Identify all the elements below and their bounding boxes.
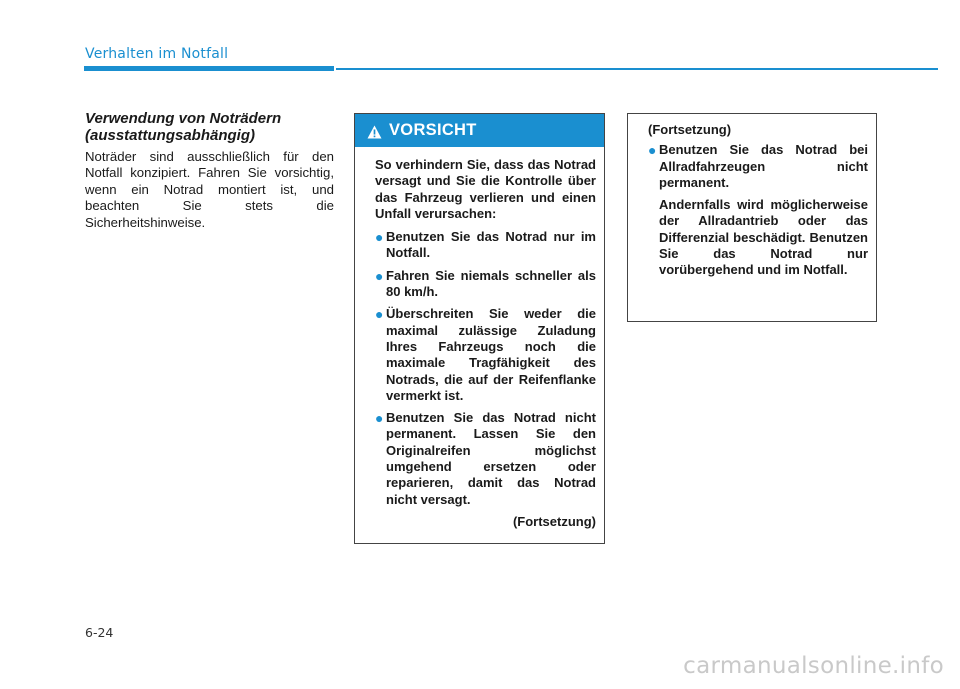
list-item: ● Benutzen Sie das Notrad bei Allradfahrzeugen nicht permanent. Andernfalls wird möglicherweise der Allradantrieb oder das Differenzial beschädigt. Benutzen Sie das Notrad nur vorübergehend und im Notfall. [648, 142, 868, 278]
caution-content [355, 147, 604, 530]
caution-box [354, 113, 605, 544]
continuation-label: (Fortsetzung) [648, 122, 732, 137]
continued-note: (Fortsetzung) [512, 513, 596, 529]
continuation-subparagraph: Andernfalls wird möglicherweise der Allradantrieb oder das Differenzial beschädigt. Benutzen Sie das Notrad nur vorübergehend und im Notfall. [659, 197, 868, 278]
warning-triangle-icon [367, 125, 382, 139]
watermark: carmanualsonline.info [683, 653, 944, 679]
list-item: ● Benutzen Sie das Notrad nur im Notfall. [375, 229, 596, 261]
caution-bullet-list [375, 229, 596, 508]
continuation-box [627, 113, 877, 322]
list-item: ● Überschreiten Sie weder die maximal zulässige Zuladung Ihres Fahrzeugs noch die maximale Tragfähigkeit des Notrads, die auf der Reifenflanke vermerkt ist. [375, 306, 596, 403]
section-heading [85, 110, 335, 144]
continuation-bullet-list [648, 142, 868, 278]
bullet-icon: ● [648, 142, 657, 159]
bullet-icon: ● [375, 410, 384, 427]
section-heading-line-1: Verwendung von Noträdern [85, 110, 282, 127]
section-heading-line-2: (ausstattungsabhängig) [85, 127, 256, 144]
page-number: 6-24 [85, 625, 114, 640]
caution-intro: So verhindern Sie, dass das Notrad versagt und Sie die Kontrolle über das Fahrzeug verlieren und einen Unfall verursachen: [375, 157, 596, 221]
list-item: ● Fahren Sie niemals schneller als 80 km/h. [375, 267, 596, 300]
bullet-icon: ● [375, 229, 384, 246]
list-item: ● Benutzen Sie das Notrad nicht permanent. Lassen Sie den Originalreifen möglichst umgehend ersetzen oder reparieren, damit das Notrad nicht versagt. [375, 410, 596, 507]
bullet-icon: ● [375, 306, 384, 323]
header-accent-bar [84, 66, 334, 71]
caution-header [355, 114, 604, 147]
header-rule [336, 68, 938, 70]
chapter-title: Verhalten im Notfall [85, 46, 229, 62]
caution-title: VORSICHT [389, 121, 477, 139]
section-body-text: Noträder sind ausschließlich für den Notfall konzipiert. Fahren Sie vorsichtig, wenn ein Notrad montiert ist, und beachten Sie stets die Sicherheitshinweise. [85, 149, 334, 230]
bullet-icon: ● [375, 267, 384, 284]
